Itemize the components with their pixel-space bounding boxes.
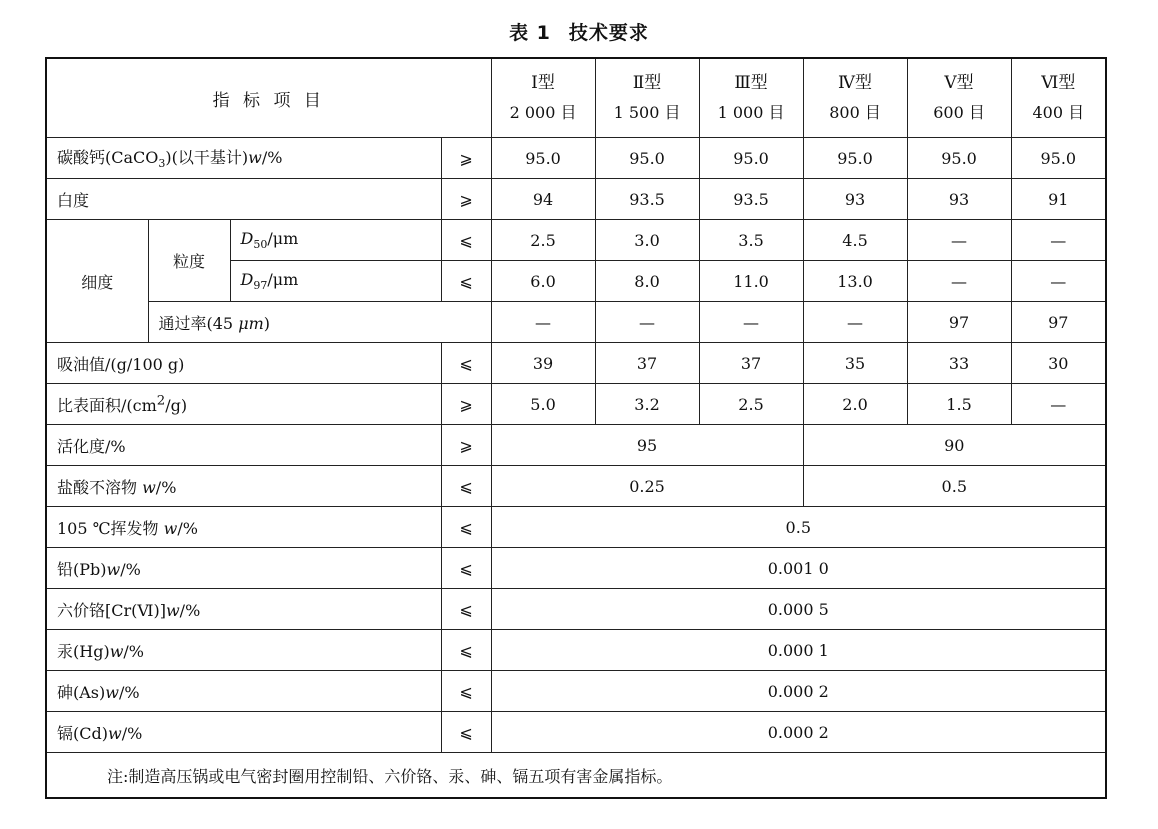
type-header	[699, 58, 803, 138]
type-header	[803, 58, 907, 138]
type-name: Ⅳ型	[838, 73, 873, 93]
table-cell: —	[907, 220, 1011, 261]
table-cell: 91	[1011, 179, 1106, 220]
table-cell: 95.0	[699, 138, 803, 179]
ge-symbol: ⩾	[441, 384, 491, 425]
row-note	[46, 753, 1106, 799]
row-arsenic	[46, 671, 1106, 712]
table-cell: —	[1011, 261, 1106, 302]
type-name: Ⅴ型	[944, 73, 974, 93]
granularity-label: 粒度	[148, 220, 230, 302]
ge-symbol: ⩾	[441, 138, 491, 179]
le-symbol: ⩽	[441, 630, 491, 671]
table-cell: 97	[907, 302, 1011, 343]
le-symbol: ⩽	[441, 712, 491, 753]
row-label: 105 ℃挥发物 w/%	[46, 507, 441, 548]
row-label: 砷(As)w/%	[46, 671, 441, 712]
row-activation	[46, 425, 1106, 466]
le-symbol: ⩽	[441, 548, 491, 589]
fineness-label: 细度	[46, 220, 148, 343]
table-title	[0, 18, 1158, 45]
item-header-label: 指 标 项 目	[212, 90, 325, 111]
row-cadmium	[46, 712, 1106, 753]
ge-symbol: ⩾	[441, 425, 491, 466]
le-symbol: ⩽	[441, 671, 491, 712]
table-cell: 39	[491, 343, 595, 384]
table-note: 注:制造高压锅或电气密封圈用控制铅、六价铬、汞、砷、镉五项有害金属指标。	[46, 753, 1106, 799]
row-label: 活化度/%	[46, 425, 441, 466]
table-cell: 0.000 5	[491, 589, 1106, 630]
type-name: Ⅱ型	[632, 73, 662, 93]
table-cell: 93.5	[595, 179, 699, 220]
table-cell: 93	[803, 179, 907, 220]
le-symbol: ⩽	[441, 220, 491, 261]
pass-rate-label: 通过率(45 μm)	[148, 302, 491, 343]
table-cell: 3.2	[595, 384, 699, 425]
table-cell: —	[1011, 384, 1106, 425]
row-hcl-insoluble	[46, 466, 1106, 507]
table-cell: 0.000 2	[491, 712, 1106, 753]
table-cell: 8.0	[595, 261, 699, 302]
row-mercury	[46, 630, 1106, 671]
table-cell: 37	[595, 343, 699, 384]
table-cell: —	[803, 302, 907, 343]
table-cell: 95.0	[907, 138, 1011, 179]
type-name: Ⅲ型	[734, 73, 768, 93]
header-row	[46, 58, 1106, 138]
table-cell: 13.0	[803, 261, 907, 302]
row-pass-rate	[46, 302, 1106, 343]
table-cell: 11.0	[699, 261, 803, 302]
row-caco3	[46, 138, 1106, 179]
table-cell: 37	[699, 343, 803, 384]
table-cell: 35	[803, 343, 907, 384]
type-mesh: 1 000 目	[717, 103, 785, 122]
table-cell: 33	[907, 343, 1011, 384]
table-cell: 90	[803, 425, 1106, 466]
table-cell: 2.0	[803, 384, 907, 425]
table-cell: 3.0	[595, 220, 699, 261]
table-cell: 95	[491, 425, 803, 466]
d50-label: $D_{50}/\mu m$	[230, 220, 441, 261]
row-label: 比表面积$/(cm^2/g)$	[46, 384, 441, 425]
row-label: 铅(Pb)w/%	[46, 548, 441, 589]
table-cell: 94	[491, 179, 595, 220]
type-header	[907, 58, 1011, 138]
table-cell: 5.0	[491, 384, 595, 425]
table-cell: 3.5	[699, 220, 803, 261]
row-label: 碳酸钙(CaCO$_3$)(以干基计)w/%	[46, 138, 441, 179]
le-symbol: ⩽	[441, 261, 491, 302]
row-chromium	[46, 589, 1106, 630]
row-label: 汞(Hg)w/%	[46, 630, 441, 671]
type-mesh: 2 000 目	[509, 103, 577, 122]
table-number: 表 1	[509, 22, 551, 44]
table-cell: 95.0	[491, 138, 595, 179]
table-cell: 97	[1011, 302, 1106, 343]
row-label: 六价铬[Cr(Ⅵ)]w/%	[46, 589, 441, 630]
ge-symbol: ⩾	[441, 179, 491, 220]
le-symbol: ⩽	[441, 589, 491, 630]
technical-requirements-table	[45, 57, 1107, 799]
table-cell: 6.0	[491, 261, 595, 302]
le-symbol: ⩽	[441, 343, 491, 384]
type-mesh: 1 500 目	[613, 103, 681, 122]
table-cell: 0.5	[803, 466, 1106, 507]
row-oil-absorption	[46, 343, 1106, 384]
table-cell: 4.5	[803, 220, 907, 261]
row-label: 吸油值/(g/100 g)	[46, 343, 441, 384]
item-header	[46, 58, 491, 138]
table-cell: —	[1011, 220, 1106, 261]
row-d50	[46, 220, 1106, 261]
type-header	[1011, 58, 1106, 138]
table-cell: —	[699, 302, 803, 343]
table-cell: 93	[907, 179, 1011, 220]
type-header	[491, 58, 595, 138]
table-cell: 95.0	[803, 138, 907, 179]
table-title-text: 技术要求	[568, 22, 649, 44]
le-symbol: ⩽	[441, 466, 491, 507]
table-cell: 0.000 1	[491, 630, 1106, 671]
table-cell: 0.001 0	[491, 548, 1106, 589]
row-lead	[46, 548, 1106, 589]
table-cell: 0.25	[491, 466, 803, 507]
table-cell: 0.000 2	[491, 671, 1106, 712]
d97-label: $D_{97}/\mu m$	[230, 261, 441, 302]
le-symbol: ⩽	[441, 507, 491, 548]
row-label: 白度	[46, 179, 441, 220]
table-cell: 1.5	[907, 384, 1011, 425]
type-mesh: 400 目	[1032, 103, 1085, 122]
row-surface-area	[46, 384, 1106, 425]
table-cell: 2.5	[491, 220, 595, 261]
table-cell: —	[491, 302, 595, 343]
row-whiteness	[46, 179, 1106, 220]
table-cell: —	[907, 261, 1011, 302]
type-mesh: 600 目	[933, 103, 985, 122]
row-volatile	[46, 507, 1106, 548]
type-name: Ⅵ型	[1041, 73, 1076, 93]
row-label: 镉(Cd)w/%	[46, 712, 441, 753]
table-cell: —	[595, 302, 699, 343]
table-cell: 30	[1011, 343, 1106, 384]
type-name: Ⅰ型	[531, 73, 555, 93]
table-cell: 0.5	[491, 507, 1106, 548]
type-mesh: 800 目	[829, 103, 881, 122]
table-cell: 93.5	[699, 179, 803, 220]
table-cell: 95.0	[1011, 138, 1106, 179]
table-cell: 2.5	[699, 384, 803, 425]
table-cell: 95.0	[595, 138, 699, 179]
type-header	[595, 58, 699, 138]
row-label: 盐酸不溶物 w/%	[46, 466, 441, 507]
